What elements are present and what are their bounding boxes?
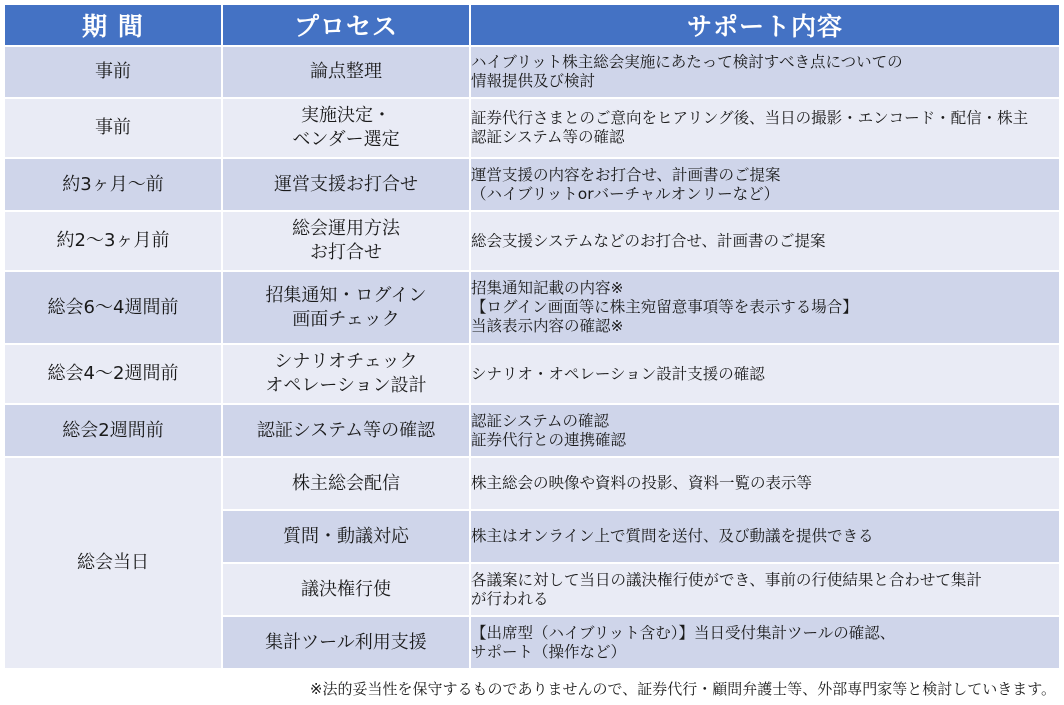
footnote: ※法的妥当性を保守するものでありませんので、証券代行・顧問弁護士等、外部専門家等と検討していきます。 bbox=[309, 680, 1056, 698]
table-row bbox=[4, 158, 1060, 211]
period-cell: 事前 bbox=[4, 98, 222, 158]
period-cell-day-of: 総会当日 bbox=[4, 457, 222, 669]
support-cell: シナリオ・オペレーション設計支援の確認 bbox=[470, 344, 1060, 404]
support-cell: 総会支援システムなどのお打合せ、計画書のご提案 bbox=[470, 211, 1060, 271]
process-cell: 論点整理 bbox=[222, 46, 470, 98]
table-row bbox=[4, 404, 1060, 457]
header-process: プロセス bbox=[222, 4, 470, 46]
table-row bbox=[4, 344, 1060, 404]
table-row bbox=[4, 211, 1060, 271]
support-cell: ハイブリット株主総会実施にあたって検討すべき点についての 情報提供及び検討 bbox=[470, 46, 1060, 98]
table-row bbox=[4, 98, 1060, 158]
table-row bbox=[4, 271, 1060, 344]
support-cell: 証券代行さまとのご意向をヒアリング後、当日の撮影・エンコード・配信・株主 認証システム等の確認 bbox=[470, 98, 1060, 158]
support-cell: 招集通知記載の内容※ 【ログイン画面等に株主宛留意事項等を表示する場合】 当該表示内容の確認※ bbox=[470, 271, 1060, 344]
process-cell: シナリオチェック オペレーション設計 bbox=[222, 344, 470, 404]
header-support: サポート内容 bbox=[470, 4, 1060, 46]
period-cell: 約3ヶ月～前 bbox=[4, 158, 222, 211]
support-cell: 運営支援の内容をお打合せ、計画書のご提案 （ハイブリットorバーチャルオンリーなど） bbox=[470, 158, 1060, 211]
process-cell: 総会運用方法 お打合せ bbox=[222, 211, 470, 271]
support-schedule-table bbox=[3, 3, 1061, 670]
process-cell: 集計ツール利用支援 bbox=[222, 616, 470, 669]
table-row bbox=[4, 457, 1060, 510]
support-cell: 各議案に対して当日の議決権行使ができ、事前の行使結果と合わせて集計 が行われる bbox=[470, 563, 1060, 616]
header-row bbox=[4, 4, 1060, 46]
support-cell: 認証システムの確認 証券代行との連携確認 bbox=[470, 404, 1060, 457]
support-cell: 株主総会の映像や資料の投影、資料一覧の表示等 bbox=[470, 457, 1060, 510]
process-cell: 運営支援お打合せ bbox=[222, 158, 470, 211]
process-cell: 株主総会配信 bbox=[222, 457, 470, 510]
process-cell: 実施決定・ ベンダー選定 bbox=[222, 98, 470, 158]
period-cell: 総会2週間前 bbox=[4, 404, 222, 457]
header-period: 期 間 bbox=[4, 4, 222, 46]
process-cell: 招集通知・ログイン 画面チェック bbox=[222, 271, 470, 344]
process-cell: 質問・動議対応 bbox=[222, 510, 470, 563]
period-cell: 総会4～2週間前 bbox=[4, 344, 222, 404]
period-cell: 約2～3ヶ月前 bbox=[4, 211, 222, 271]
support-cell: 【出席型（ハイブリット含む）】当日受付集計ツールの確認、 サポート（操作など） bbox=[470, 616, 1060, 669]
table-row bbox=[4, 46, 1060, 98]
period-cell: 事前 bbox=[4, 46, 222, 98]
process-cell: 議決権行使 bbox=[222, 563, 470, 616]
process-cell: 認証システム等の確認 bbox=[222, 404, 470, 457]
support-cell: 株主はオンライン上で質問を送付、及び動議を提供できる bbox=[470, 510, 1060, 563]
period-cell: 総会6～4週間前 bbox=[4, 271, 222, 344]
